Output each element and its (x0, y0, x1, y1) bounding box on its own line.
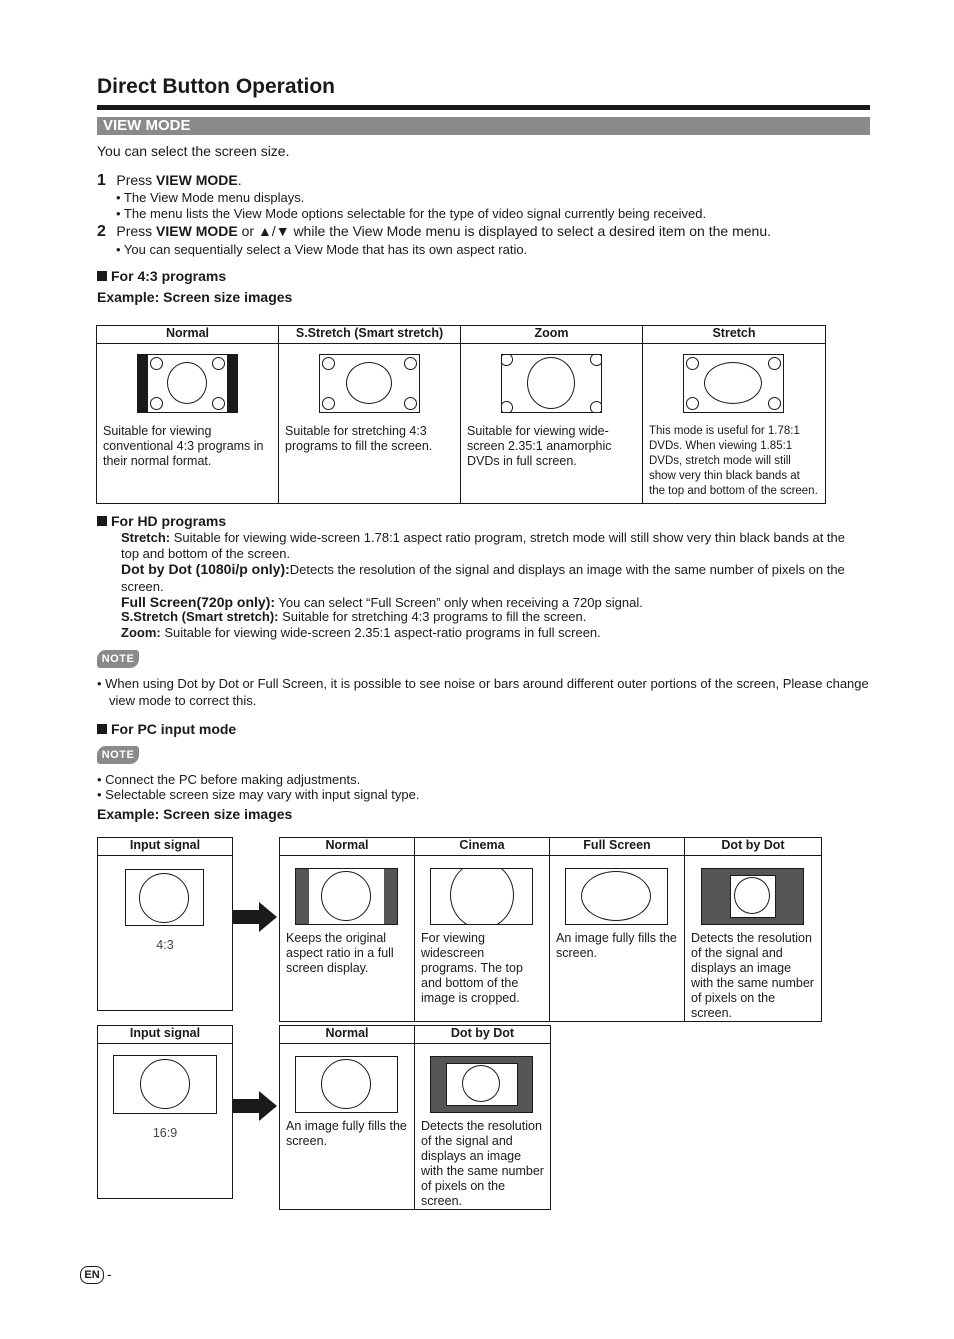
hd-stretch (121, 530, 866, 562)
normal-illustration (97, 344, 278, 424)
term-label: Zoom: (121, 625, 161, 640)
step-text-end: or ▲/▼ while the View Mode menu is displayed to select a desired item on the menu. (237, 223, 771, 239)
pc43-full-illustration (550, 856, 684, 931)
square-bullet-icon (97, 271, 107, 281)
desc-pc43-cinema: For viewing widescreen programs. The top and bottom of the image is cropped. (421, 931, 523, 1005)
term-text: Detects the resolution of the signal and displays an image with the same number of pixels on the screen. (121, 562, 845, 594)
section-hd-heading (97, 513, 226, 529)
input-signal-header: Input signal (98, 838, 233, 856)
table-43-programs (96, 325, 826, 504)
col-header-stretch: Stretch (643, 326, 826, 344)
term-label: Dot by Dot (1080i/p only): (121, 561, 290, 577)
desc-stretch: This mode is useful for 1.78:1 DVDs. When viewing 1.85:1 DVDs, stretch mode will still show very thin black bands at the top and bottom of the screen. (649, 425, 818, 497)
input-169-label: 16:9 (152, 1126, 178, 1140)
col-header-dot-by-dot: Dot by Dot (415, 1026, 551, 1044)
heading-text: For HD programs (111, 513, 227, 529)
desc-pc43-dotbydot: Detects the resolution of the signal and displays an image with the same number of pixels on the screen. (691, 931, 814, 1020)
step-2-bullet: • You can sequentially select a View Mode that has its own aspect ratio. (116, 242, 528, 257)
col-header-dot-by-dot: Dot by Dot (685, 838, 822, 856)
step-2 (97, 223, 771, 241)
desc-pc43-normal: Keeps the original aspect ratio in a full screen display. (286, 931, 394, 975)
col-header-cinema: Cinema (415, 838, 550, 856)
step-text-end: . (237, 172, 242, 188)
table-pc43-input (97, 837, 233, 1011)
heading-text: For 4:3 programs (111, 268, 227, 284)
section-pc-heading (97, 721, 236, 737)
example-heading: Example: Screen size images (97, 289, 293, 305)
pc43-dotbydot-illustration (685, 856, 821, 931)
key-name: VIEW MODE (156, 172, 238, 188)
desc-pc43-full: An image fully fills the screen. (556, 931, 677, 960)
arrow-right-icon (233, 1091, 278, 1121)
col-header-zoom: Zoom (461, 326, 643, 344)
page-number-dash: - (107, 1266, 112, 1282)
input-169-illustration (98, 1044, 232, 1126)
input-43-illustration (98, 856, 232, 938)
step-number: 1 (97, 172, 106, 189)
arrow-right-icon (233, 902, 278, 932)
language-badge: EN (80, 1266, 104, 1284)
hd-dot-by-dot (121, 561, 870, 595)
col-header-full-screen: Full Screen (550, 838, 685, 856)
term-text: You can select “Full Screen” only when receiving a 720p signal. (275, 595, 643, 610)
term-label: Full Screen(720p only): (121, 594, 276, 610)
term-label: S.Stretch (Smart stretch): (121, 609, 279, 624)
col-header-normal: Normal (280, 838, 415, 856)
desc-pc169-dotbydot: Detects the resolution of the signal and displays an image with the same number of pixels on the screen. (421, 1119, 544, 1208)
note-1-text: • When using Dot by Dot or Full Screen, it is possible to see noise or bars around different outer portions of the screen, Please change view mode to correct this. (97, 676, 869, 708)
step-1-bullet: • The View Mode menu displays. (116, 190, 305, 205)
sstretch-illustration (279, 344, 460, 424)
term-label: Stretch: (121, 530, 171, 545)
input-signal-header: Input signal (98, 1026, 233, 1044)
heading-text: For PC input mode (111, 721, 237, 737)
step-number: 2 (97, 223, 106, 240)
example-heading: Example: Screen size images (97, 806, 293, 822)
pc-bullet: • Connect the PC before making adjustments. (97, 772, 361, 787)
desc-pc169-normal: An image fully fills the screen. (286, 1119, 407, 1148)
title-rule (97, 105, 870, 110)
term-text: Suitable for viewing wide-screen 1.78:1 aspect ratio program, stretch mode will still show very thin black bands at the top and bottom of the screen. (121, 530, 846, 561)
intro-text: You can select the screen size. (97, 143, 290, 159)
stretch-illustration (643, 344, 825, 424)
pc169-normal-illustration (280, 1044, 414, 1119)
step-1 (97, 172, 242, 190)
step-text: Press (116, 223, 157, 239)
step-text: Press (116, 172, 157, 188)
col-header-sstretch: S.Stretch (Smart stretch) (279, 326, 461, 344)
table-pc169-input (97, 1025, 233, 1199)
page-title: Direct Button Operation (97, 75, 336, 98)
square-bullet-icon (97, 516, 107, 526)
pc43-cinema-illustration (415, 856, 549, 931)
pc-bullet: • Selectable screen size may vary with input signal type. (97, 787, 420, 802)
key-name: VIEW MODE (156, 223, 238, 239)
table-pc169-modes (279, 1025, 551, 1210)
note-badge: NOTE (97, 746, 139, 764)
desc-normal: Suitable for viewing conventional 4:3 programs in their normal format. (103, 424, 264, 468)
pc169-dotbydot-illustration (415, 1044, 550, 1119)
pc43-normal-illustration (280, 856, 414, 931)
col-header-normal: Normal (97, 326, 279, 344)
note-badge: NOTE (97, 650, 139, 668)
section-bar: VIEW MODE (97, 117, 870, 135)
hd-sstretch (121, 609, 586, 624)
col-header-normal: Normal (280, 1026, 415, 1044)
hd-full-screen (121, 594, 643, 610)
desc-sstretch: Suitable for stretching 4:3 programs to fill the screen. (285, 424, 433, 453)
square-bullet-icon (97, 724, 107, 734)
table-pc43-modes (279, 837, 822, 1022)
input-43-label: 4:3 (156, 938, 174, 952)
zoom-illustration (461, 344, 642, 424)
hd-zoom (121, 625, 601, 640)
desc-zoom: Suitable for viewing wide-screen 2.35:1 anamorphic DVDs in full screen. (467, 424, 612, 468)
term-text: Suitable for stretching 4:3 programs to fill the screen. (278, 609, 587, 624)
step-1-bullet: • The menu lists the View Mode options selectable for the type of video signal currently being received. (116, 206, 707, 221)
term-text: Suitable for viewing wide-screen 2.35:1 aspect-ratio programs in full screen. (160, 625, 601, 640)
section-43-heading (97, 268, 226, 284)
